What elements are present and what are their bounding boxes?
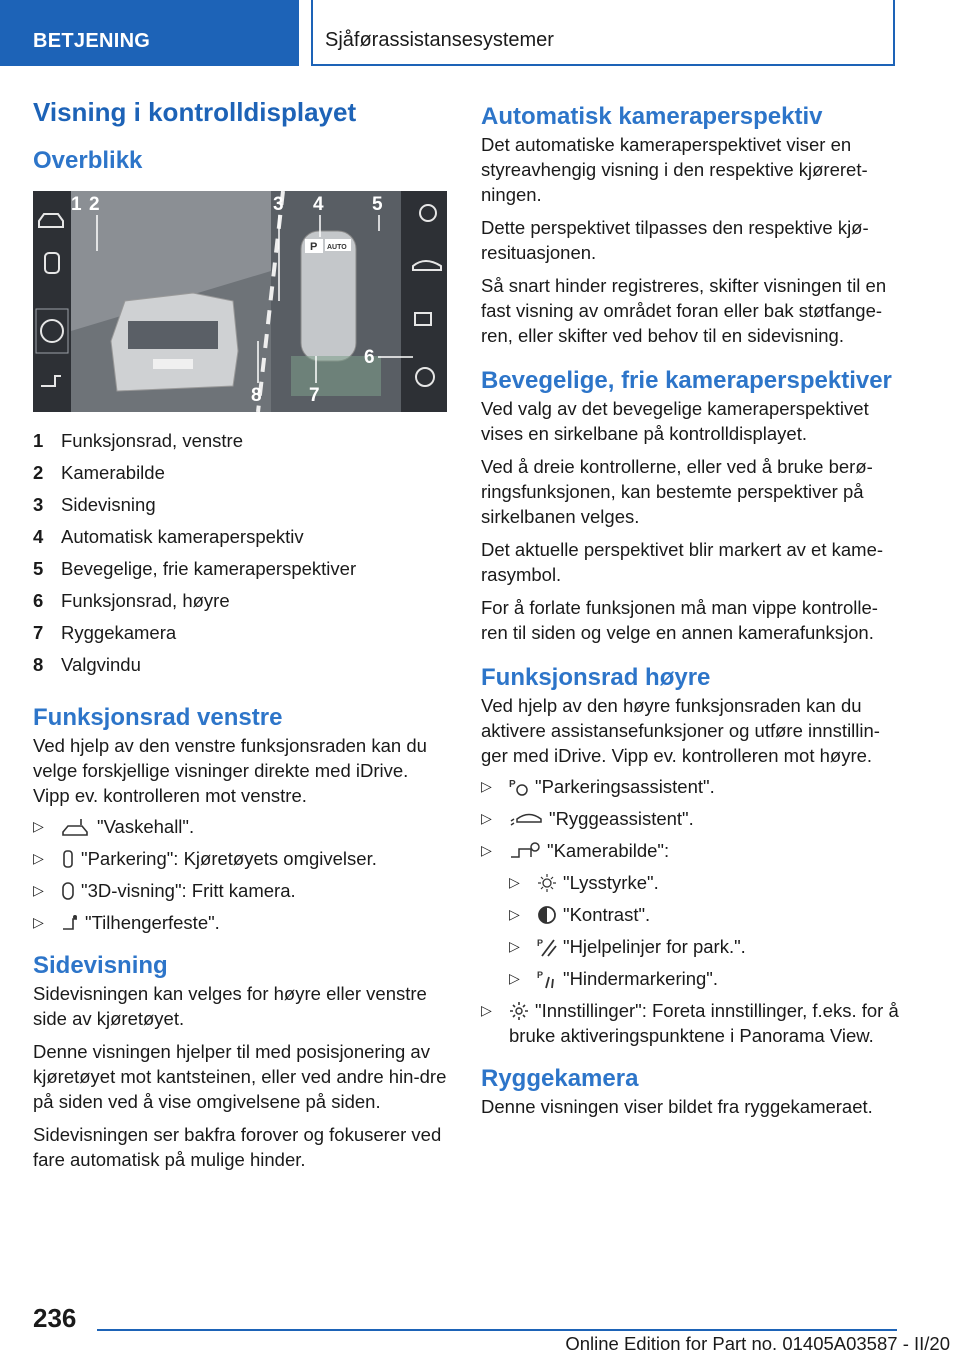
list-item-text: "Vaskehall". xyxy=(97,816,195,837)
contrast-icon xyxy=(537,905,557,925)
list-item xyxy=(33,878,447,903)
func-right-list xyxy=(481,774,901,1048)
rear-heading: Ryggekamera xyxy=(481,1065,639,1092)
footer-divider xyxy=(97,1329,897,1331)
auto-paragraph: Det automatiske kameraperspektivet viser en styreavhengig visning i den respektive kjøreret-ningen. xyxy=(481,134,868,205)
control-display-figure xyxy=(33,191,447,412)
page-number: 236 xyxy=(33,1303,77,1333)
right-column xyxy=(481,102,901,1119)
legend-number: 6 xyxy=(33,590,44,611)
legend-item xyxy=(33,425,447,457)
legend-text: Ryggekamera xyxy=(61,622,177,643)
auto-paragraph: Dette perspektivet tilpasses den respektive kjø-resituasjonen. xyxy=(481,217,869,263)
legend-number: 1 xyxy=(33,430,44,451)
legend-text: Bevegelige, frie kameraperspektiver xyxy=(61,558,357,579)
triangle-bullet-icon: ▷ xyxy=(509,906,520,922)
list-item xyxy=(481,838,901,991)
func-right-heading: Funksjonsrad høyre xyxy=(481,664,711,691)
header-chapter-box xyxy=(311,0,895,66)
callout-8: 8 xyxy=(251,385,262,406)
settings-gear-icon xyxy=(509,1001,529,1021)
list-item-text: "Parkeringsassistent". xyxy=(535,776,715,797)
list-item-text: "Lysstyrke". xyxy=(563,872,659,893)
trailer-hitch-icon xyxy=(61,913,79,933)
3d-view-icon xyxy=(61,881,75,901)
page-title: Visning i kontrolldisplayet xyxy=(33,97,357,127)
side-heading: Sidevisning xyxy=(33,952,168,979)
auto-paragraph: Så snart hinder registreres, skifter visningen til en fast visning av området foran eller bak støtfange-ren, eller skifter ved behov til en sidevisning. xyxy=(481,275,887,346)
triangle-bullet-icon: ▷ xyxy=(481,842,492,858)
list-item-text: "3D-visning": Fritt kamera. xyxy=(81,880,296,901)
callout-2: 2 xyxy=(89,194,100,215)
list-item xyxy=(509,902,901,927)
triangle-bullet-icon: ▷ xyxy=(33,850,44,866)
list-item-text: "Parkering": Kjøretøyets omgivelser. xyxy=(81,848,377,869)
legend-item xyxy=(33,521,447,553)
parking-guidelines-icon xyxy=(537,937,557,957)
legend-text: Valgvindu xyxy=(61,654,141,675)
legend-text: Automatisk kameraperspektiv xyxy=(61,526,304,547)
legend-text: Funksjonsrad, venstre xyxy=(61,430,244,451)
parking-assistant-icon xyxy=(509,777,529,797)
triangle-bullet-icon: ▷ xyxy=(481,1002,492,1018)
camera-image-icon xyxy=(509,841,541,861)
legend-text: Sidevisning xyxy=(61,494,156,515)
legend-item xyxy=(33,489,447,521)
callout-6: 6 xyxy=(364,347,375,368)
legend-text: Funksjonsrad, høyre xyxy=(61,590,230,611)
p-badge-label: P xyxy=(310,241,318,253)
func-right-text: Ved hjelp av den høyre funksjonsraden kan du aktivere assistansefunksjoner og utføre innstillin-ger med iDrive. Vipp ev. kontrolleren mot høyre. xyxy=(481,695,880,766)
triangle-bullet-icon: ▷ xyxy=(33,818,44,834)
legend-item xyxy=(33,617,447,649)
func-left-text: Ved hjelp av den venstre funksjonsraden kan du velge forskjellige visninger direkte med iDrive. Vipp ev. kontrolleren mot venstre. xyxy=(33,735,427,806)
legend-number: 5 xyxy=(33,558,44,579)
legend-number: 3 xyxy=(33,494,44,515)
func-left-heading: Funksjonsrad venstre xyxy=(33,704,283,731)
header-section-tab xyxy=(0,0,299,66)
footer-edition: Online Edition for Part no. 01405A03587 - II/20 xyxy=(565,1333,950,1354)
triangle-bullet-icon: ▷ xyxy=(509,938,520,954)
triangle-bullet-icon: ▷ xyxy=(33,914,44,930)
svg-text:P: P xyxy=(537,970,544,980)
legend-number: 2 xyxy=(33,462,44,483)
free-paragraph: Det aktuelle perspektivet blir markert av et kame-rasymbol. xyxy=(481,539,884,585)
list-item xyxy=(509,966,901,991)
vehicle-rear-window xyxy=(128,321,218,349)
callout-5: 5 xyxy=(372,194,383,215)
obstacle-marking-icon xyxy=(537,969,557,989)
svg-text:P: P xyxy=(509,779,516,790)
legend-item xyxy=(33,457,447,489)
free-paragraph: Ved å dreie kontrollerne, eller ved å bruke berø-ringsfunksjonen, kan bestemte perspektiver på sirkelbanen velges. xyxy=(481,456,873,527)
camera-sub-list xyxy=(509,870,901,991)
legend-number: 4 xyxy=(33,526,44,547)
triangle-bullet-icon: ▷ xyxy=(33,882,44,898)
car-wash-icon xyxy=(61,817,91,837)
list-item-text: "Hjelpelinjer for park.". xyxy=(563,936,746,957)
triangle-bullet-icon: ▷ xyxy=(509,970,520,986)
list-item xyxy=(481,774,901,799)
legend-number: 7 xyxy=(33,622,44,643)
right-function-bar xyxy=(401,191,447,412)
free-heading: Bevegelige, frie kameraperspektiver xyxy=(481,367,892,394)
list-item-text: "Hindermarkering". xyxy=(563,968,719,989)
list-item xyxy=(33,814,447,839)
list-item xyxy=(33,910,447,935)
auto-heading: Automatisk kameraperspektiv xyxy=(481,103,823,130)
callout-3: 3 xyxy=(273,194,284,215)
list-item-text: "Ryggeassistent". xyxy=(549,808,694,829)
list-item-text: "Innstillinger": Foreta innstillinger, f.eks. for å bruke aktiveringspunktene i Panorama View. xyxy=(509,1000,899,1046)
triangle-bullet-icon: ▷ xyxy=(481,778,492,794)
func-left-list xyxy=(33,814,447,935)
legend-item xyxy=(33,553,447,585)
list-item xyxy=(509,870,901,895)
free-paragraph: Ved valg av det bevegelige kameraperspektivet vises en sirkelbane på kontrolldisplayet. xyxy=(481,398,869,444)
svg-text:P: P xyxy=(537,938,544,948)
list-item xyxy=(481,806,901,831)
header-section-label: BETJENING xyxy=(33,30,151,52)
triangle-bullet-icon: ▷ xyxy=(509,874,520,890)
list-item-text: "Kamerabilde": xyxy=(547,840,670,861)
free-paragraph: For å forlate funksjonen må man vippe kontrolle-ren til siden og velge en annen kamerafunksjon. xyxy=(481,597,878,643)
legend-item xyxy=(33,585,447,617)
parking-surroundings-icon xyxy=(61,849,75,869)
auto-badge-label: AUTO xyxy=(327,244,347,251)
list-item-text: "Kontrast". xyxy=(563,904,651,925)
left-column xyxy=(33,96,447,1172)
header-chapter-label: Sjåførassistansesystemer xyxy=(325,29,554,51)
list-item xyxy=(33,846,447,871)
callout-4: 4 xyxy=(313,194,324,215)
brightness-icon xyxy=(537,873,557,893)
side-paragraph: Sidevisningen ser bakfra forover og fokuserer ved fare automatisk på mulige hinder. xyxy=(33,1124,442,1170)
side-paragraph: Denne visningen hjelper til med posisjonering av kjøretøyet mot kantsteinen, eller ved andre hin-dre på siden ved å vise omgivelsene på siden. xyxy=(33,1041,447,1112)
overview-heading: Overblikk xyxy=(33,147,143,174)
figure-legend xyxy=(33,425,447,681)
legend-text: Kamerabilde xyxy=(61,462,165,483)
callout-1: 1 xyxy=(71,194,82,215)
reversing-assistant-icon xyxy=(509,809,543,829)
list-item xyxy=(509,934,901,959)
legend-number: 8 xyxy=(33,654,44,675)
legend-item xyxy=(33,649,447,681)
list-item-text: "Tilhengerfeste". xyxy=(85,912,220,933)
vehicle-plate xyxy=(153,359,193,369)
side-paragraph: Sidevisningen kan velges for høyre eller venstre side av kjøretøyet. xyxy=(33,983,427,1029)
callout-7: 7 xyxy=(309,385,320,406)
triangle-bullet-icon: ▷ xyxy=(481,810,492,826)
list-item xyxy=(481,998,901,1048)
rear-text: Denne visningen viser bildet fra ryggekameraet. xyxy=(481,1096,873,1117)
control-display-illustration xyxy=(33,191,447,412)
